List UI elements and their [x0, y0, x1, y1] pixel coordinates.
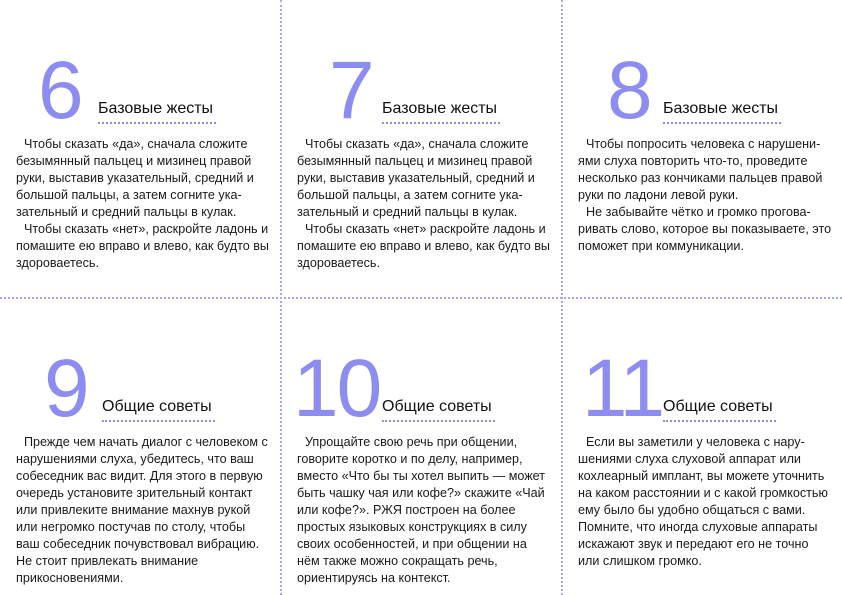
card-heading: Базовые жесты — [98, 100, 216, 124]
card-text — [16, 434, 271, 587]
card-paragraph: Не забывайте чётко и громко проговаривать слово, которое вы показываете, это поможет при коммуникации. — [578, 205, 832, 253]
card-10 — [281, 298, 561, 595]
card-paragraph: Если вы заметили у человека с нарушениями слуха слуховой аппарат или кохлеарный имплант, вы можете уточнить на каком расстоянии и с какой громкостью ему было бы удобно общаться с вами. Помните, что иногда слуховые аппараты искажают звук и передают его не точно или слишком громко. — [578, 435, 828, 568]
card-heading: Общие советы — [102, 398, 215, 422]
card-paragraph: Чтобы сказать «нет», раскройте ладонь и помашите ею вправо и влево, как будто вы здороваетесь. — [16, 222, 269, 270]
card-number: 7 — [329, 45, 373, 136]
card-number: 10 — [293, 343, 381, 434]
card-8 — [562, 0, 842, 297]
card-text — [578, 136, 833, 255]
card-paragraph: Чтобы сказать «нет» раскройте ладонь и помашите ею вправо и влево, как будто вы здороваетесь. — [297, 222, 550, 270]
card-number: 11 — [582, 343, 664, 434]
card-number: 6 — [38, 45, 82, 136]
card-paragraph: Упрощайте свою речь при общении, говорите коротко и по делу, например, вместо «Что бы ты хотел выпить — может быть чашку чая или кофе?» скажите «Чай или кофе?». РЖЯ построен на более простых языковых конструкциях в силу своих особенностей, и при общении на нём также можно сокращать речь, ориентируясь на контекст. — [297, 435, 546, 585]
card-7 — [281, 0, 561, 297]
card-number: 8 — [607, 45, 651, 136]
card-9 — [0, 298, 280, 595]
card-paragraph: Чтобы сказать «да», сначала сложите безымянный пальцец и мизинец правой руки, выставив указательный, средний и большой пальцы, а затем согните указательный и средний пальцы в кулак. — [16, 137, 254, 219]
card-number: 9 — [44, 343, 88, 434]
card-11 — [562, 298, 842, 595]
card-heading: Базовые жесты — [382, 100, 500, 124]
card-paragraph: Чтобы попросить человека с нарушениями слуха повторить что-то, проведите несколько раз кончиками пальцев правой руки по ладони левой руки. — [578, 137, 823, 202]
card-heading: Общие советы — [663, 398, 776, 422]
card-text — [297, 434, 552, 587]
card-text — [16, 136, 271, 272]
card-heading: Базовые жесты — [663, 100, 781, 124]
card-paragraph: Чтобы сказать «да», сначала сложите безымянный пальцец и мизинец правой руки, выставив указательный, средний и большой пальцы, а затем согните указательный и средний пальцы в кулак. — [297, 137, 535, 219]
card-text — [297, 136, 552, 272]
card-paragraph: Прежде чем начать диалог с человеком с нарушениями слуха, убедитесь, что ваш собеседник вас видит. Для этого в первую очередь установите зрительный контакт или привлеките внимание махнув рукой или негромко постучав по столу, чтобы ваш собеседник почувствовал вибрацию. Не стоит привлекать внимание прикосновениями. — [16, 435, 268, 585]
card-text — [578, 434, 833, 570]
card-heading: Общие советы — [382, 398, 495, 422]
card-6 — [0, 0, 280, 297]
